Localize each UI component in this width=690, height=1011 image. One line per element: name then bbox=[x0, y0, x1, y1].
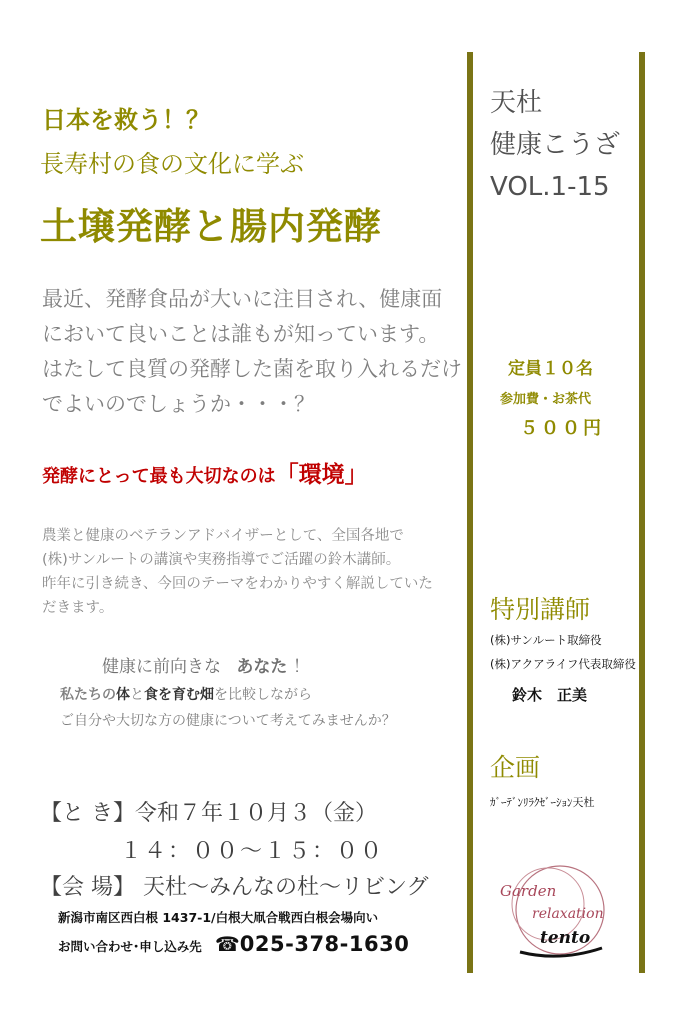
garden-relaxation-tento-logo bbox=[490, 852, 630, 972]
event-date-label: 【と き】 bbox=[40, 801, 135, 826]
instructor-intro-line: (株)サンルートの講演や実務指導でご活躍の鈴木講師。 bbox=[42, 552, 401, 568]
lecturer-title2: (株)アクアライフ代表取締役 bbox=[490, 657, 636, 671]
series-line2: 健康こうざ bbox=[490, 130, 621, 160]
instructor-intro-line: だきます。 bbox=[42, 600, 114, 616]
divider-bar-left bbox=[467, 52, 473, 973]
event-venue-value: 天杜～みんなの杜～リビング bbox=[143, 875, 429, 900]
call-line3: ご自分や大切な方の健康について考えてみませんか？ bbox=[60, 713, 396, 729]
call-line2 bbox=[60, 684, 312, 704]
capacity: 定員１０名 bbox=[508, 359, 593, 379]
event-venue-label: 【会 場】 bbox=[40, 875, 135, 900]
fee-amount: ５００円 bbox=[520, 418, 604, 439]
call-emphasis: 食を育む畑 bbox=[144, 687, 214, 703]
instructor-intro bbox=[42, 524, 433, 620]
instructor-intro-line: 農業と健康のベテランアドバイザーとして、全国各地で bbox=[42, 528, 404, 544]
key-message-quoted: 「環境」 bbox=[275, 462, 368, 488]
lecturer-name: 鈴木 正美 bbox=[512, 686, 588, 704]
instructor-intro-line: 昨年に引き続き、今回のテーマをわかりやすく解説していた bbox=[42, 576, 433, 592]
logo-text-tento: tento bbox=[540, 928, 591, 948]
phone-icon: ☎ bbox=[214, 932, 240, 956]
call-text: 健康に前向きな bbox=[102, 657, 221, 677]
event-venue bbox=[40, 870, 429, 901]
contact-label: お問い合わせ･申し込み先 bbox=[58, 939, 202, 954]
call-text: と bbox=[130, 687, 144, 703]
intro-line: 最近、発酵食品が大いに注目され、健康面 bbox=[42, 287, 443, 311]
event-contact bbox=[58, 932, 409, 956]
key-message bbox=[42, 456, 368, 489]
series-line3: VOL.1-15 bbox=[490, 172, 610, 202]
intro-line: はたして良質の発酵した菌を取り入れるだけ bbox=[42, 357, 462, 381]
planning-heading: 企画 bbox=[490, 753, 541, 782]
series-title bbox=[490, 82, 620, 208]
phone-number: 025-378-1630 bbox=[239, 932, 410, 956]
event-address: 新潟市南区西白根 1437-1/白根大凧合戦西白根会場向い bbox=[58, 910, 379, 925]
logo-text-garden: Garden bbox=[500, 882, 557, 900]
event-time: １４：００～１５：００ bbox=[120, 839, 385, 864]
call-text: を比較しながら bbox=[214, 687, 312, 703]
divider-bar-right bbox=[639, 52, 645, 973]
intro-paragraph bbox=[42, 282, 462, 422]
lecturer-title1: (株)サンルート取締役 bbox=[490, 633, 602, 647]
call-emphasis: あなた bbox=[236, 657, 288, 677]
call-emphasis: 体 bbox=[116, 687, 130, 703]
event-date-value: 令和７年１０月３（金） bbox=[135, 801, 378, 826]
headline-line2: 長寿村の食の文化に学ぶ bbox=[40, 150, 304, 178]
series-line1: 天杜 bbox=[490, 88, 543, 118]
call-text: ！ bbox=[292, 657, 310, 677]
logo-text-relaxation: relaxation bbox=[532, 906, 604, 922]
call-text: 私たちの bbox=[60, 687, 116, 703]
event-date bbox=[40, 796, 377, 827]
planner-name: ｶﾞｰﾃﾞﾝﾘﾗｸｾﾞｰｼｮﾝ天杜 bbox=[490, 796, 595, 809]
fee-label: 参加費・お茶代 bbox=[500, 392, 592, 407]
intro-line: において良いことは誰もが知っています。 bbox=[42, 322, 440, 346]
lecturer-heading: 特別講師 bbox=[490, 595, 591, 624]
call-line1 bbox=[102, 652, 310, 677]
headline-title: 土壌発酵と腸内発酵 bbox=[40, 205, 382, 248]
intro-line: でよいのでしょうか・・・？ bbox=[42, 392, 315, 416]
headline-line1: 日本を救う！？ bbox=[42, 106, 210, 134]
key-message-prefix: 発酵にとって最も大切なのは bbox=[42, 466, 276, 487]
